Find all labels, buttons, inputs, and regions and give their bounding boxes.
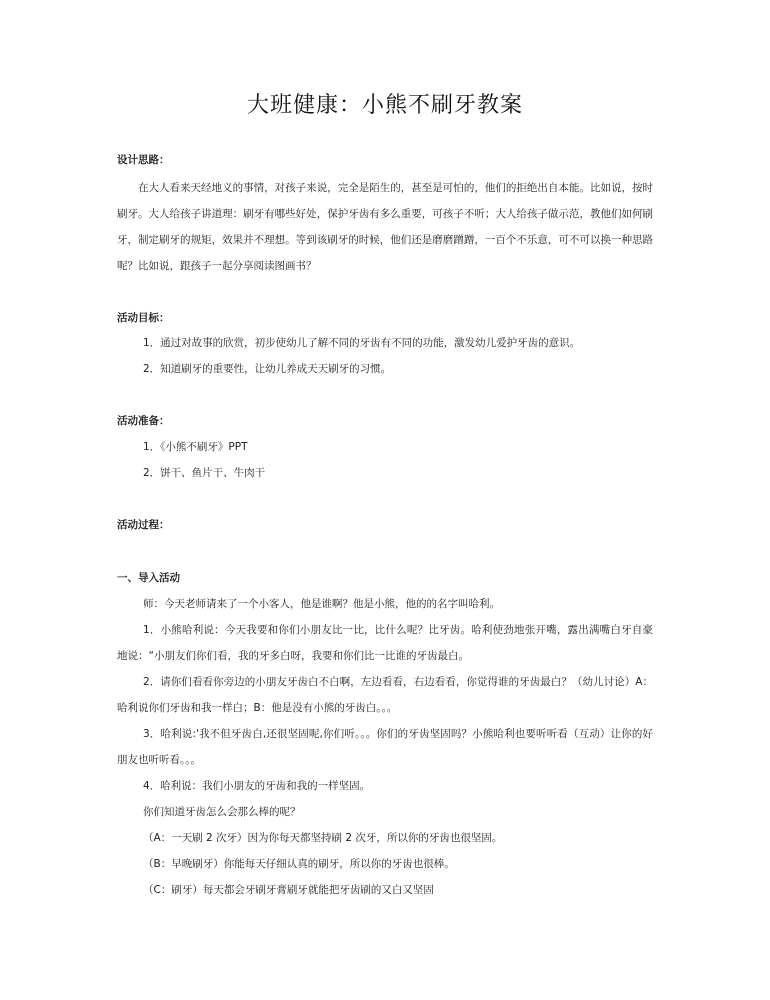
design-heading: 设计思路： [117,154,170,166]
section1-intro: 师：今天老师请来了一个小客人，他是谁啊？他是小熊，他的的名字叫哈利。 [143,598,500,610]
section1-point-2: 2．请你们看看你旁边的小朋友牙齿白不白啊，左边看看，右边看看，你觉得谁的牙齿最白？（幼儿讨论）A：哈利说你们牙齿和我一样白；B：他是没有小熊的牙齿白。。。 [117,676,653,714]
prep-item-2: 2．饼干、鱼片干、牛肉干 [143,467,266,479]
process-heading: 活动过程： [117,519,170,531]
goals-heading: 活动目标： [117,312,170,324]
section1-point-4: 4．哈利说：我们小朋友的牙齿和我的一样坚固。 [143,780,371,792]
goal-item-2: 2．知道刷牙的重要性，让幼儿养成天天刷牙的习惯。 [143,363,392,375]
section1-answer-b: （B：早晚刷牙）你能每天仔细认真的刷牙，所以你的牙齿也很棒。 [143,858,455,870]
section1-answer-c: （C：刷牙）每天都会牙刷牙膏刷牙就能把牙齿刷的又白又坚固 [143,884,434,896]
section1-point-1: 1．小熊哈利说：今天我要和你们小朋友比一比，比什么呢？比牙齿。哈利使劲地张开嘴，露出满嘴白牙自豪地说：“小朋友们你们看，我的牙多白呀，我要和你们比一比谁的牙齿最白。 [117,624,653,662]
prep-item-1: 1．《小熊不刷牙》PPT [143,441,248,453]
document-title: 大班健康：小熊不刷牙教案 [246,93,523,118]
prep-heading: 活动准备： [117,415,170,427]
section1-answer-a: （A：一天刷 2 次牙）因为你每天都坚持刷 2 次牙，所以你的牙齿也很坚固。 [143,832,503,844]
section1-heading: 一、导入活动 [117,572,180,584]
section1-point-3: 3．哈利说:'我不但牙齿白,还很坚固呢,你们听。。。你们的牙齿坚固吗？小熊哈利也要听听看（互动）让你的好朋友也听听看。。。 [117,728,653,766]
design-paragraph: 在大人看来天经地义的事情，对孩子来说，完全是陌生的，甚至是可怕的，他们的拒绝出自本能。比如说，按时刷牙。大人给孩子讲道理：刷牙有哪些好处，保护牙齿有多么重要，可孩子不听；大人给孩子做示范，教他们如何刷牙，制定刷牙的规矩，效果并不理想。等到该刷牙的时候，他们还是磨磨蹭蹭，一百个不乐意，可不可以换一种思路呢？比如说，跟孩子一起分享阅读图画书？ [117,182,653,272]
goal-item-1: 1．通过对故事的欣赏，初步使幼儿了解不同的牙齿有不同的功能，激发幼儿爱护牙齿的意识。 [143,337,581,349]
section1-question: 你们知道牙齿怎么会那么棒的呢？ [143,806,301,818]
